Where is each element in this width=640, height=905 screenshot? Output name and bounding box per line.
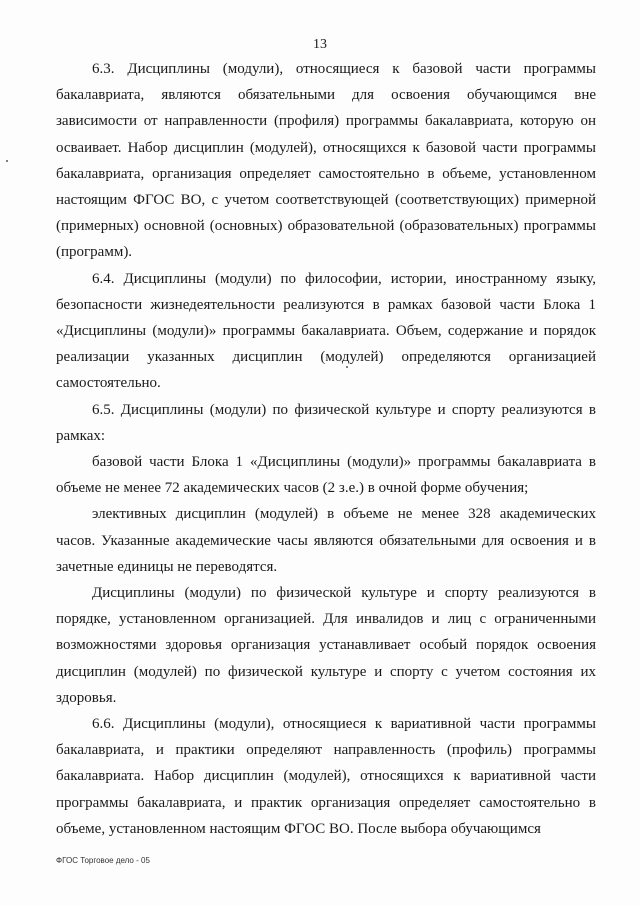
page-number: 13 [313,37,327,52]
scan-speck [346,366,348,368]
paragraph-6-5-basic-part: базовой части Блока 1 «Дисциплины (модули)» программы бакалавриата в объеме не менее 72 академических часов (2 з.е.) в очной форме обучения; [56,454,596,497]
footer-document-code: ФГОС Торговое дело - 05 [56,856,150,865]
paragraph-6-5-elective: элективных дисциплин (модулей) в объеме не менее 328 академических часов. Указанные академические часы являются обязательными для освоения и в зачетные единицы не переводятся. [56,506,596,575]
paragraph-6-3: 6.3. Дисциплины (модули), относящиеся к базовой части программы бакалавриата, являются обязательными для освоения обучающимся вне зависимости от направленности (профиля) программы бакалавриата, которую он осваивает. Набор дисциплин (модулей), относящихся к базовой части программы бакалавриата, организация определяет самостоятельно в объеме, установленном настоящим ФГОС ВО, с учетом соответствующей (соответствующих) примерной (примерных) основной (основных) образовательной (образовательных) программы (программ). [56,61,596,261]
paragraph-6-6: 6.6. Дисциплины (модули), относящиеся к вариативной части программы бакалавриата, и практики определяют направленность (профиль) программы бакалавриата. Набор дисциплин (модулей), относящихся к вариативной части программы бакалавриата, и практик организация определяет самостоятельно в объеме, установленном настоящим ФГОС ВО. После выбора обучающимся [56,716,596,837]
paragraph-6-4: 6.4. Дисциплины (модули) по философии, истории, иностранному языку, безопасности жизнедеятельности реализуются в рамках базовой части Блока 1 «Дисциплины (модули)» программы бакалавриата. Объем, содержание и порядок реализации указанных дисциплин (модулей) определяются организацией самостоятельно. [56,270,596,392]
paragraph-6-5: 6.5. Дисциплины (модули) по физической культуре и спорту реализуются в рамках: [56,401,596,444]
paragraph-6-5-order: Дисциплины (модули) по физической культуре и спорту реализуются в порядке, установленном организацией. Для инвалидов и лиц с ограниченными возможностями здоровья организация устанавливает особый порядок освоения дисциплин (модулей) по физической культуре и спорту с учетом состояния их здоровья. [56,585,596,706]
scan-speck [6,160,8,162]
document-body [56,56,596,842]
